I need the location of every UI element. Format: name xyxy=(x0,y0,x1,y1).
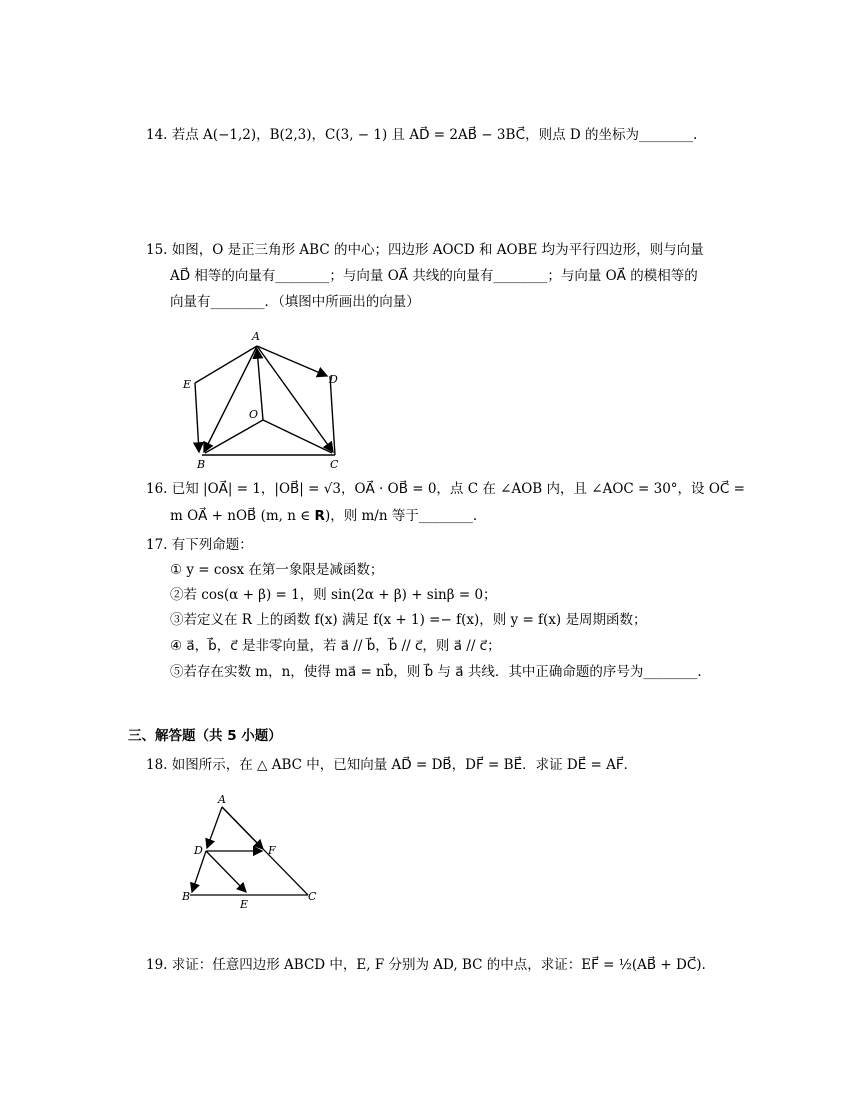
q17-intro: 17. 有下列命题： xyxy=(146,537,253,553)
segment-dc xyxy=(330,376,335,455)
label-f: F xyxy=(268,844,276,857)
q17-item-1: ① y = cosx 在第一象限是减函数； xyxy=(170,562,384,578)
q17-item-4: ④ a⃗，b⃗，c⃗ 是非零向量，若 a⃗ // b⃗，b⃗ // c⃗，则 a⃗ // c⃗； xyxy=(170,638,501,654)
q18-text: 18. 如图所示，在 △ ABC 中，已知向量 AD⃗ = DB⃗，DF⃗ = BE⃗．求证 DE⃗ = AF⃗． xyxy=(146,757,638,773)
label-c: C xyxy=(308,890,317,903)
q15-text-line2: AD⃗ 相等的向量有________；与向量 OA⃗ 共线的向量有________；与向量 OA⃗ 的模相等的 xyxy=(170,268,698,284)
label-d: D xyxy=(194,844,203,857)
vector-af xyxy=(222,807,263,849)
label-b: B xyxy=(182,890,191,903)
label-a: A xyxy=(218,793,226,806)
label-e: E xyxy=(183,378,192,391)
vector-de xyxy=(206,851,246,892)
section-3-title: 三、解答题（共 5 小题） xyxy=(128,728,282,744)
label-b: B xyxy=(197,458,206,471)
vector-eb xyxy=(195,383,199,452)
vector-ad xyxy=(207,807,222,848)
q18-figure xyxy=(180,792,320,912)
q15-text-line1: 15. 如图，O 是正三角形 ABC 的中心；四边形 AOCD 和 AOBE 均为平行四边形，则与向量 xyxy=(146,242,704,258)
q17-item-2: ②若 cos(α + β) = 1，则 sin(2α + β) + sinβ = 0； xyxy=(170,587,497,603)
label-e: E xyxy=(240,898,249,911)
vector-db xyxy=(192,851,206,892)
label-a: A xyxy=(252,330,260,343)
q14-text: 14. 若点 A(−1,2)，B(2,3)，C(3, − 1) 且 AD⃗ = 2AB⃗ − 3BC⃗，则点 D 的坐标为________. xyxy=(146,127,698,143)
q16-text-line2 xyxy=(170,506,477,526)
q16-line2-part-a: m OA⃗ + nOB⃗ (m, n ∈ xyxy=(170,508,315,524)
q16-real-set: R xyxy=(314,508,325,524)
label-c: C xyxy=(330,458,339,471)
segment-ob xyxy=(205,420,263,453)
q15-text-line3: 向量有________．（填图中所画出的向量） xyxy=(170,294,420,310)
q16-text-line1: 16. 已知 |OA⃗| = 1，|OB⃗| = √3，OA⃗ · OB⃗ = 0，点 C 在 ∠AOB 内，且 ∠AOC = 30°，设 OC⃗ = xyxy=(146,481,745,497)
q15-figure xyxy=(175,328,350,473)
q19-text: 19. 求证：任意四边形 ABCD 中，E, F 分别为 AD, BC 的中点，求证：EF⃗ = ½(AB⃗ + DC⃗). xyxy=(146,957,706,973)
label-d: D xyxy=(329,373,338,386)
q17-item-5: ⑤若存在实数 m，n，使得 ma⃗ = nb⃗，则 b⃗ 与 a⃗ 共线．其中正确命题的序号为________. xyxy=(170,664,702,680)
label-o: O xyxy=(249,408,259,421)
q17-item-3: ③若定义在 R 上的函数 f(x) 满足 f(x + 1) =− f(x)，则 y = f(x) 是周期函数； xyxy=(170,612,647,628)
q16-line2-part-b: )，则 m/n 等于________. xyxy=(324,508,478,524)
